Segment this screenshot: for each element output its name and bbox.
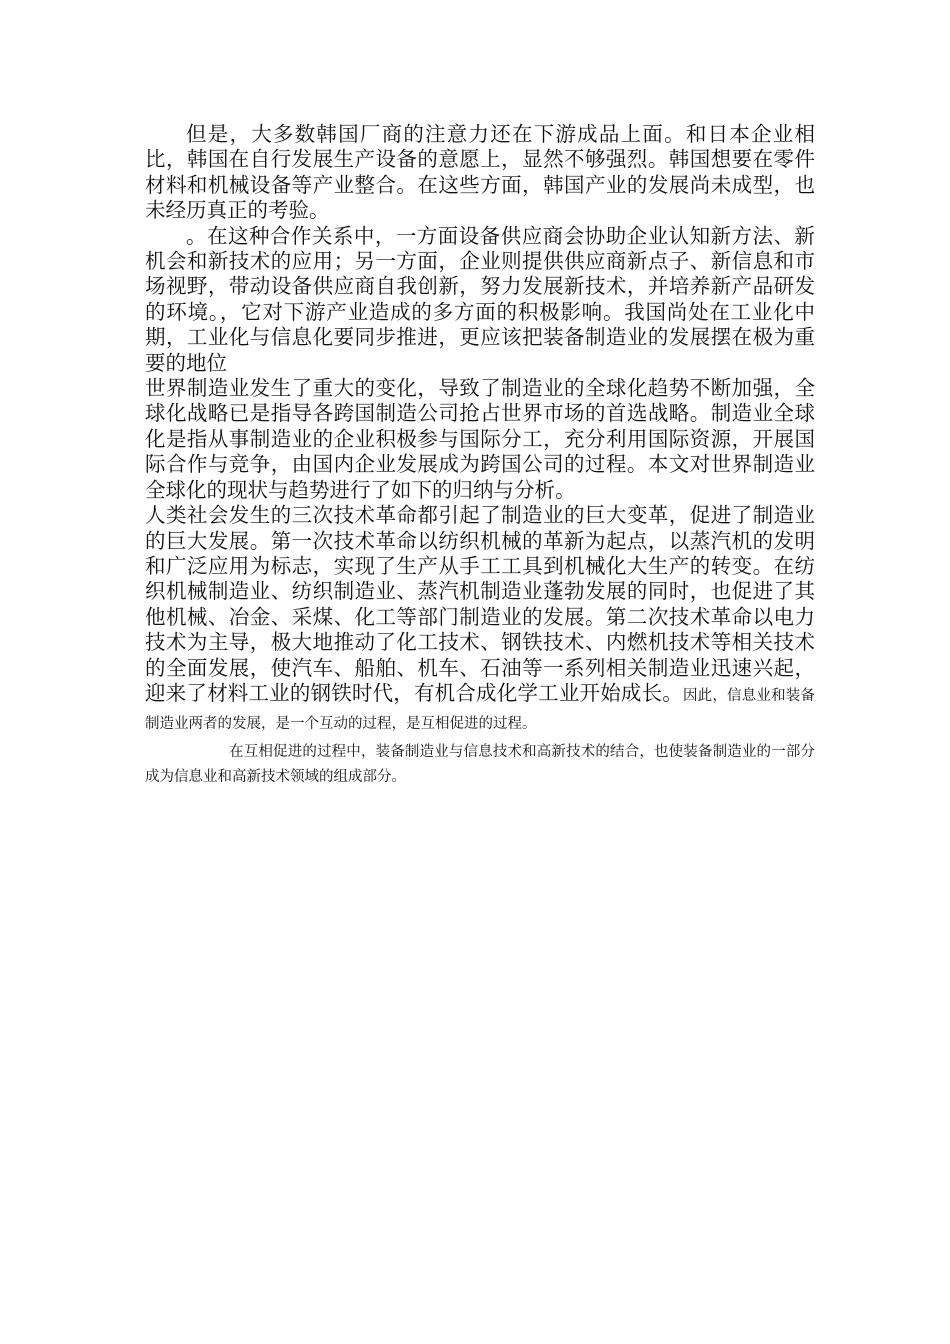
paragraph-globalization: 世界制造业发生了重大的变化，导致了制造业的全球化趋势不断加强，全球化战略已是指导各跨国制造公司抢占世界市场的首选战略。制造业全球化是指从事制造业的企业积极参与国际分工，充分利用国际资源，开展国际合作与竞争，由国内企业发展成为跨国公司的过程。本文对世界制造业全球化的现状与趋势进行了如下的归纳与分析。 xyxy=(145,376,815,502)
paragraph-technology-revolutions xyxy=(145,503,815,738)
paragraph-mutual-promotion: 在互相促进的过程中，装备制造业与信息技术和高新技术的结合，也使装备制造业的一部分成为信息业和高新技术领域的组成部分。 xyxy=(145,743,815,786)
paragraph-cooperation: 。在这种合作关系中，一方面设备供应商会协助企业认知新方法、新机会和新技术的应用；另一方面，企业则提供供应商新点子、新信息和市场视野，带动设备供应商自我创新，努力发展新技术，并培养新产品研发的环境。，它对下游产业造成的多方面的积极影响。我国尚处在工业化中期，工业化与信息化要同步推进，更应该把装备制造业的发展摆在极为重要的地位 xyxy=(145,223,815,375)
document-body xyxy=(145,122,815,791)
paragraph-technology-revolutions-tail: 因此，信息业和装备制造业两者的发展，是一个互动的过程，是互相促进的过程。 xyxy=(145,687,815,733)
paragraph-korea-manufacturers: 但是，大多数韩国厂商的注意力还在下游成品上面。和日本企业相比，韩国在自行发展生产设备的意愿上，显然不够强烈。韩国想要在零件材料和机械设备等产业整合。在这些方面，韩国产业的发展尚未成型，也未经历真正的考验。 xyxy=(145,122,815,223)
paragraph-technology-revolutions-main: 人类社会发生的三次技术革命都引起了制造业的巨大变革，促进了制造业的巨大发展。第一次技术革命以纺织机械的革新为起点，以蒸汽机的发明和广泛应用为标志，实现了生产从手工工具到机械化大生产的转变。在纺织机械制造业、纺织制造业、蒸汽机制造业蓬勃发展的同时，也促进了其他机械、冶金、采煤、化工等部门制造业的发展。第二次技术革命以电力技术为主导，极大地推动了化工技术、钢铁技术、内燃机技术等相关技术的全面发展，使汽车、船舶、机车、石油等一系列相关制造业迅速兴起，迎来了材料工业的钢铁时代，有机合成化学工业开始成长。 xyxy=(145,503,815,705)
